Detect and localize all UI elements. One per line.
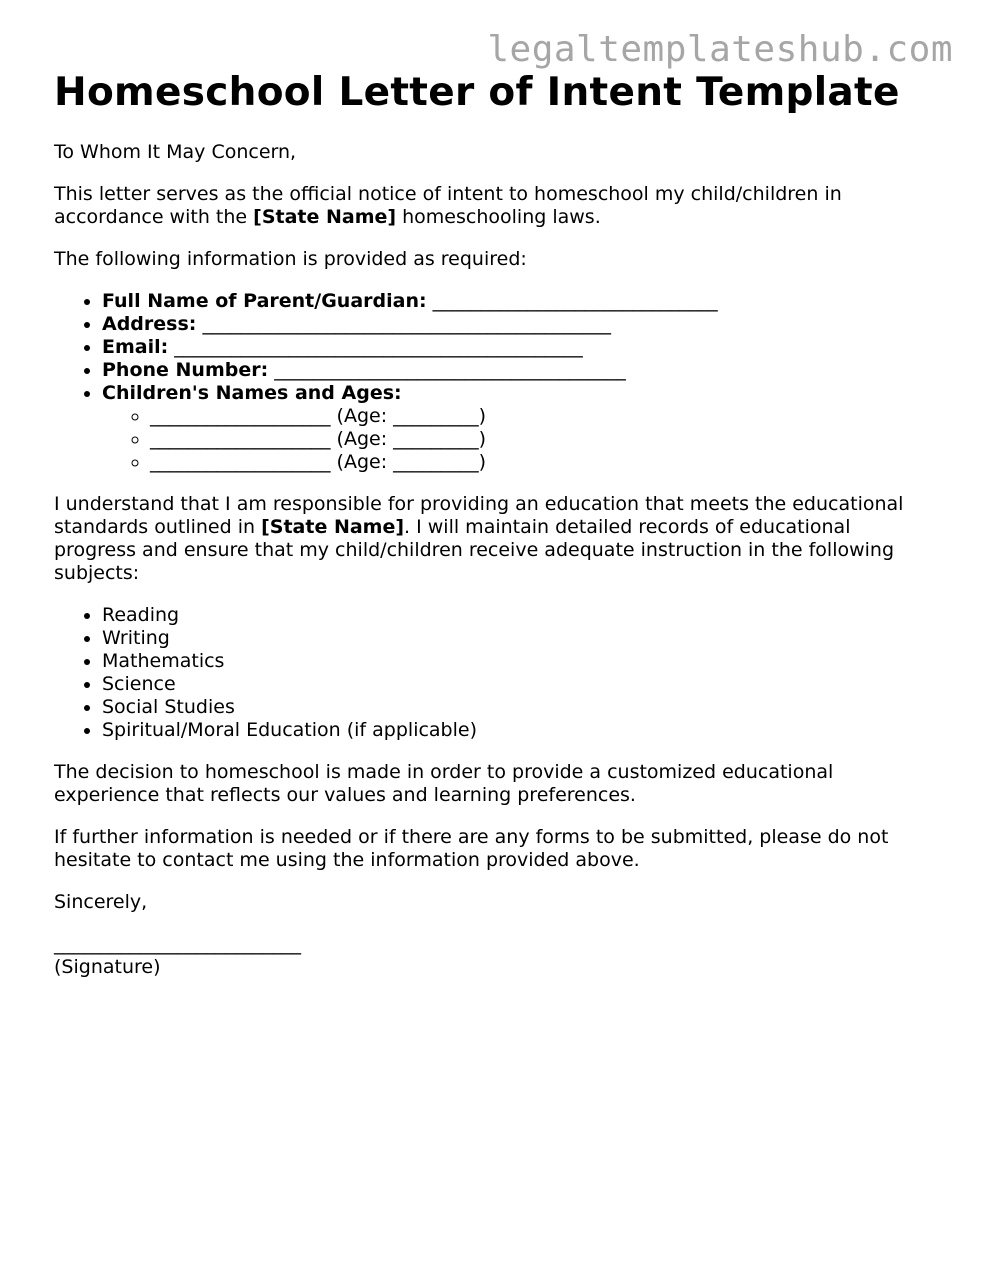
info-list [54,290,934,474]
responsibility-paragraph [54,493,934,585]
parent-name-label: Full Name of Parent/Guardian: [102,290,427,312]
email-label: Email: [102,336,169,358]
subject-item: • Social Studies [102,696,934,719]
list-item [102,359,934,382]
list-item [102,290,934,313]
phone-label: Phone Number: [102,359,269,381]
list-item [102,313,934,336]
signature-line: __________________________ [54,933,301,955]
further-info-paragraph: If further information is needed or if there are any forms to be submitted, please do not hesitate to contact me using the information provided above. [54,826,889,871]
responsibility-text-after: . I will maintain detailed records of educational progress and ensure that my child/children receive adequate instruction in the following subjects: [54,516,895,584]
document-body [54,70,934,979]
intro-text-after: homeschooling laws. [396,206,601,228]
subject-item: • Mathematics [102,650,934,673]
list-item [102,336,934,359]
signature-label: (Signature) [54,956,161,978]
subjects-list [54,604,934,742]
subject-item: • Reading [102,604,934,627]
children-label: Children's Names and Ages: [102,382,402,404]
phone-blank: _____________________________________ [274,359,626,381]
responsibility-text-before: I understand that I am responsible for providing an education that meets the educational standards outlined in [54,493,904,538]
address-label: Address: [102,313,197,335]
child-entry: ◦ ___________________ (Age: _________) [150,405,934,428]
intro-paragraph [54,183,934,229]
address-blank: ___________________________________________ [202,313,611,335]
watermark: legaltemplateshub.com [487,29,953,70]
intro-state-placeholder: [State Name] [253,206,397,228]
subject-item: • Spiritual/Moral Education (if applicable) [102,719,934,742]
intro-text-before: This letter serves as the official notice of intent to homeschool my child/children in accordance with the [54,183,842,228]
closing: Sincerely, [54,891,148,913]
document-title: Homeschool Letter of Intent Template [54,70,900,115]
list-item [102,382,934,474]
subject-item: • Science [102,673,934,696]
greeting: To Whom It May Concern, [54,141,297,163]
email-blank: ___________________________________________ [174,336,583,358]
responsibility-state-placeholder: [State Name] [261,516,405,538]
parent-name-blank: ______________________________ [432,290,718,312]
child-entry: ◦ ___________________ (Age: _________) [150,428,934,451]
child-entry: ◦ ___________________ (Age: _________) [150,451,934,474]
decision-paragraph: The decision to homeschool is made in order to provide a customized educational experience that reflects our values and learning preferences. [54,761,834,806]
children-list [102,405,934,474]
following-paragraph: The following information is provided as required: [54,248,527,270]
subject-item: • Writing [102,627,934,650]
